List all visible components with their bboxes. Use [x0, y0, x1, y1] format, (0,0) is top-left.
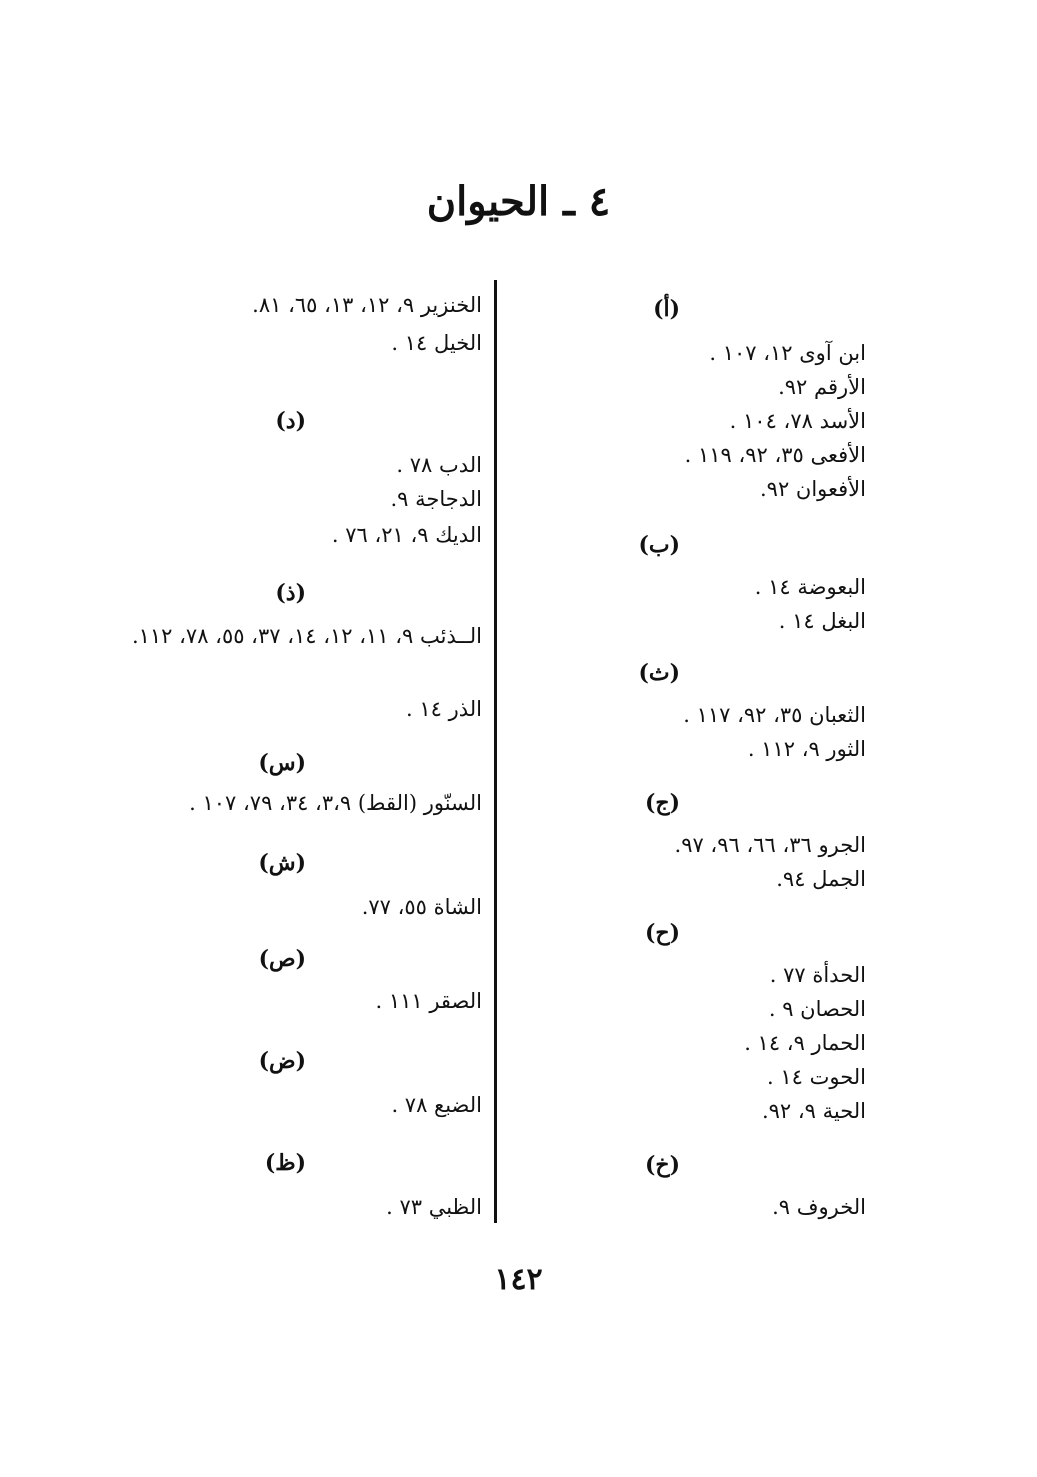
index-entry: الثعبان ٣٥، ٩٢، ١١٧ . [683, 703, 866, 727]
index-entry: الدب ٧٨ . [396, 453, 482, 477]
letter-heading-kha: (خ) [644, 1152, 680, 1178]
index-entry: الصقر ١١١ . [375, 989, 482, 1013]
index-entry: الخنزير ٩، ١٢، ١٣، ٦٥، ٨١. [252, 293, 482, 317]
index-entry: الأسد ٧٨، ١٠٤ . [729, 409, 866, 433]
index-entry: الدجاجة ٩. [390, 487, 482, 511]
index-entry: الخروف ٩. [772, 1195, 866, 1219]
index-entry: الحدأة ٧٧ . [769, 963, 866, 987]
index-entry: ابن آوى ١٢، ١٠٧ . [709, 341, 866, 365]
index-entry: الجمل ٩٤. [776, 867, 866, 891]
index-entry: الخيل ١٤ . [391, 331, 482, 355]
index-entry: البغل ١٤ . [778, 609, 866, 633]
index-entry: الذر ١٤ . [406, 697, 482, 721]
index-entry: الأرقم ٩٢. [778, 375, 866, 399]
index-entry: السنّور (القط) ٣،٩، ٣٤، ٧٩، ١٠٧ . [189, 791, 482, 815]
letter-heading-tha: (ث) [638, 660, 680, 686]
index-entry: الشاة ٥٥، ٧٧. [361, 895, 482, 919]
index-entry: الديك ٩، ٢١، ٧٦ . [331, 523, 482, 547]
letter-heading-ha: (ح) [644, 920, 680, 946]
index-entry: الثور ٩، ١١٢ . [747, 737, 866, 761]
letter-heading-dad: (ض) [258, 1048, 306, 1074]
page-number: ١٤٢ [494, 1262, 543, 1297]
letter-heading-sad: (ص) [258, 946, 306, 972]
index-entry: البعوضة ١٤ . [754, 575, 866, 599]
index-entry: الجرو ٣٦، ٦٦، ٩٦، ٩٧. [674, 833, 866, 857]
letter-heading-jim: (ج) [644, 790, 680, 816]
letter-heading-dhal: (ذ) [275, 580, 306, 606]
index-entry: الأفعى ٣٥، ٩٢، ١١٩ . [684, 443, 866, 467]
column-divider [494, 280, 497, 1223]
index-entry: الأفعوان ٩٢. [759, 477, 866, 501]
index-entry: الحية ٩، ٩٢. [761, 1099, 866, 1123]
index-entry: الحوت ١٤ . [766, 1065, 866, 1089]
letter-heading-za: (ظ) [264, 1150, 306, 1176]
letter-heading-alif: (أ) [653, 296, 680, 322]
index-entry: الحصان ٩ . [768, 997, 866, 1021]
index-entry: الــذئب ٩، ١١، ١٢، ١٤، ٣٧، ٥٥، ٧٨، ١١٢. [131, 624, 482, 648]
index-entry: الضبع ٧٨ . [391, 1093, 482, 1117]
letter-heading-shin: (ش) [258, 850, 306, 876]
letter-heading-ba: (ب) [638, 532, 680, 558]
letter-heading-sin: (س) [258, 750, 306, 776]
letter-heading-dal: (د) [275, 408, 306, 434]
index-entry: الحمار ٩، ١٤ . [744, 1031, 866, 1055]
index-entry: الظبي ٧٣ . [386, 1195, 482, 1219]
page-title: ٤ ـ الحيوان [426, 178, 611, 225]
